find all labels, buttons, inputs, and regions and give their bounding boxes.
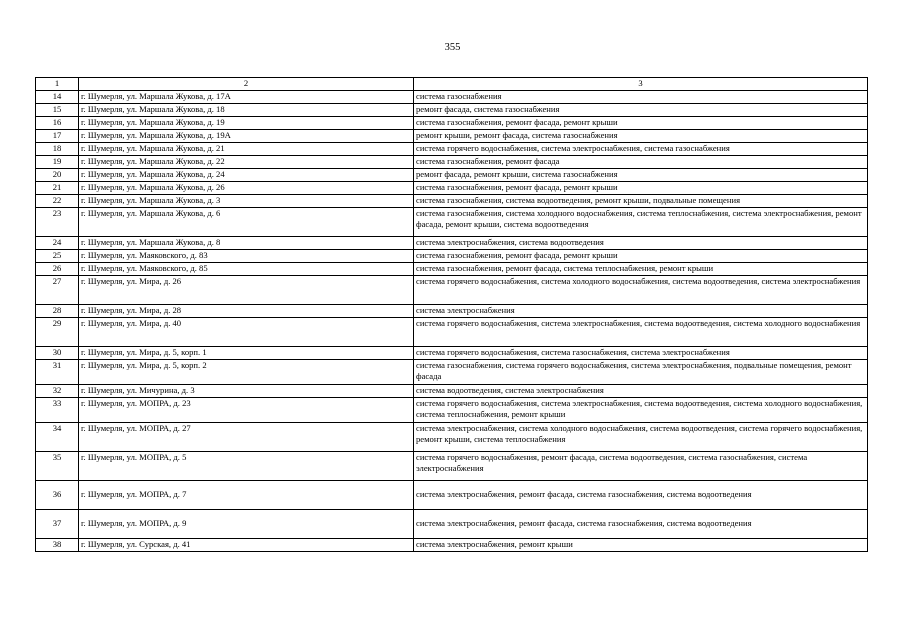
row-address: г. Шумерля, ул. МОПРА, д. 7 bbox=[79, 481, 414, 510]
row-works: система горячего водоснабжения, система электроснабжения, система газоснабжения bbox=[414, 143, 868, 156]
row-works: система газоснабжения, ремонт фасада bbox=[414, 156, 868, 169]
row-works: система горячего водоснабжения, система электроснабжения, система водоотведения, система холодного водоснабжения bbox=[414, 318, 868, 347]
table-row bbox=[36, 276, 868, 305]
row-number: 31 bbox=[36, 360, 79, 385]
row-works: система электроснабжения, ремонт фасада, система газоснабжения, система водоотведения bbox=[414, 481, 868, 510]
row-works: система газоснабжения, ремонт фасада, ремонт крыши bbox=[414, 117, 868, 130]
row-number: 21 bbox=[36, 182, 79, 195]
row-address: г. Шумерля, ул. Маршала Жукова, д. 3 bbox=[79, 195, 414, 208]
row-number: 30 bbox=[36, 347, 79, 360]
row-works: система электроснабжения bbox=[414, 305, 868, 318]
row-address: г. Шумерля, ул. Мира, д. 5, корп. 1 bbox=[79, 347, 414, 360]
row-number: 19 bbox=[36, 156, 79, 169]
row-address: г. Шумерля, ул. МОПРА, д. 23 bbox=[79, 398, 414, 423]
table-row bbox=[36, 237, 868, 250]
table-row bbox=[36, 182, 868, 195]
row-number: 29 bbox=[36, 318, 79, 347]
row-address: г. Шумерля, ул. Маршала Жукова, д. 24 bbox=[79, 169, 414, 182]
row-address: г. Шумерля, ул. Мира, д. 26 bbox=[79, 276, 414, 305]
row-address: г. Шумерля, ул. МОПРА, д. 5 bbox=[79, 452, 414, 481]
table-row bbox=[36, 195, 868, 208]
row-works: система электроснабжения, система водоотведения bbox=[414, 237, 868, 250]
row-works: система газоснабжения, ремонт фасада, ремонт крыши bbox=[414, 250, 868, 263]
row-works: ремонт крыши, ремонт фасада, система газоснабжения bbox=[414, 130, 868, 143]
row-address: г. Шумерля, ул. Маршала Жукова, д. 21 bbox=[79, 143, 414, 156]
row-address: г. Шумерля, ул. Сурская, д. 41 bbox=[79, 539, 414, 552]
row-number: 26 bbox=[36, 263, 79, 276]
table-row bbox=[36, 398, 868, 423]
row-address: г. Шумерля, ул. МОПРА, д. 27 bbox=[79, 423, 414, 452]
row-number: 15 bbox=[36, 104, 79, 117]
row-number: 32 bbox=[36, 385, 79, 398]
row-number: 37 bbox=[36, 510, 79, 539]
row-works: система газоснабжения, ремонт фасада, ремонт крыши bbox=[414, 182, 868, 195]
header-col-1: 1 bbox=[36, 78, 79, 91]
table-row bbox=[36, 263, 868, 276]
header-col-2: 2 bbox=[79, 78, 414, 91]
row-works: система электроснабжения, система холодного водоснабжения, система водоотведения, система горячего водоснабжения, ремонт крыши, система теплоснабжения bbox=[414, 423, 868, 452]
row-works: система горячего водоснабжения, система электроснабжения, система водоотведения, система холодного водоснабжения, система теплоснабжения, ремонт крыши bbox=[414, 398, 868, 423]
row-address: г. Шумерля, ул. Маршала Жукова, д. 26 bbox=[79, 182, 414, 195]
row-works: система горячего водоснабжения, система газоснабжения, система электроснабжения bbox=[414, 347, 868, 360]
row-works: система водоотведения, система электроснабжения bbox=[414, 385, 868, 398]
row-works: система электроснабжения, ремонт фасада, система газоснабжения, система водоотведения bbox=[414, 510, 868, 539]
row-works: система газоснабжения, система водоотведения, ремонт крыши, подвальные помещения bbox=[414, 195, 868, 208]
table-row bbox=[36, 169, 868, 182]
row-address: г. Шумерля, ул. Маршала Жукова, д. 17А bbox=[79, 91, 414, 104]
row-address: г. Шумерля, ул. Мира, д. 28 bbox=[79, 305, 414, 318]
row-address: г. Шумерля, ул. Мичурина, д. 3 bbox=[79, 385, 414, 398]
row-works: ремонт фасада, ремонт крыши, система газоснабжения bbox=[414, 169, 868, 182]
table-row bbox=[36, 104, 868, 117]
row-number: 35 bbox=[36, 452, 79, 481]
row-number: 38 bbox=[36, 539, 79, 552]
table-row bbox=[36, 91, 868, 104]
row-works: система электроснабжения, ремонт крыши bbox=[414, 539, 868, 552]
row-works: система горячего водоснабжения, ремонт фасада, система водоотведения, система газоснабжения, система электроснабжения bbox=[414, 452, 868, 481]
table-row bbox=[36, 539, 868, 552]
row-number: 18 bbox=[36, 143, 79, 156]
row-address: г. Шумерля, ул. МОПРА, д. 9 bbox=[79, 510, 414, 539]
table-row bbox=[36, 347, 868, 360]
table-row bbox=[36, 117, 868, 130]
table-row bbox=[36, 423, 868, 452]
table-row bbox=[36, 452, 868, 481]
row-number: 16 bbox=[36, 117, 79, 130]
row-address: г. Шумерля, ул. Маршала Жукова, д. 18 bbox=[79, 104, 414, 117]
row-address: г. Шумерля, ул. Маршала Жукова, д. 19 bbox=[79, 117, 414, 130]
row-address: г. Шумерля, ул. Маяковского, д. 83 bbox=[79, 250, 414, 263]
row-number: 28 bbox=[36, 305, 79, 318]
row-number: 36 bbox=[36, 481, 79, 510]
row-address: г. Шумерля, ул. Маршала Жукова, д. 19А bbox=[79, 130, 414, 143]
table-row bbox=[36, 130, 868, 143]
row-works: система газоснабжения bbox=[414, 91, 868, 104]
table-row bbox=[36, 318, 868, 347]
row-address: г. Шумерля, ул. Маяковского, д. 85 bbox=[79, 263, 414, 276]
row-number: 25 bbox=[36, 250, 79, 263]
page-number: 355 bbox=[444, 42, 461, 53]
row-works: система газоснабжения, ремонт фасада, система теплоснабжения, ремонт крыши bbox=[414, 263, 868, 276]
table-row bbox=[36, 360, 868, 385]
row-works: система горячего водоснабжения, система холодного водоснабжения, система водоотведения, система электроснабжения bbox=[414, 276, 868, 305]
table-row bbox=[36, 305, 868, 318]
registry-table bbox=[35, 77, 868, 552]
row-number: 14 bbox=[36, 91, 79, 104]
row-address: г. Шумерля, ул. Маршала Жукова, д. 22 bbox=[79, 156, 414, 169]
row-number: 22 bbox=[36, 195, 79, 208]
table-row bbox=[36, 385, 868, 398]
row-number: 20 bbox=[36, 169, 79, 182]
table-row bbox=[36, 250, 868, 263]
table-row bbox=[36, 481, 868, 510]
row-number: 34 bbox=[36, 423, 79, 452]
row-works: ремонт фасада, система газоснабжения bbox=[414, 104, 868, 117]
table-row bbox=[36, 143, 868, 156]
table-header-row bbox=[36, 78, 868, 91]
row-address: г. Шумерля, ул. Маршала Жукова, д. 8 bbox=[79, 237, 414, 250]
row-works: система газоснабжения, система холодного водоснабжения, система теплоснабжения, система электроснабжения, ремонт фасада, ремонт крыши, система водоотведения bbox=[414, 208, 868, 237]
row-number: 33 bbox=[36, 398, 79, 423]
row-works: система газоснабжения, система горячего водоснабжения, система электроснабжения, подвальные помещения, ремонт фасада bbox=[414, 360, 868, 385]
row-number: 24 bbox=[36, 237, 79, 250]
row-address: г. Шумерля, ул. Маршала Жукова, д. 6 bbox=[79, 208, 414, 237]
row-address: г. Шумерля, ул. Мира, д. 5, корп. 2 bbox=[79, 360, 414, 385]
row-number: 23 bbox=[36, 208, 79, 237]
table-row bbox=[36, 510, 868, 539]
row-address: г. Шумерля, ул. Мира, д. 40 bbox=[79, 318, 414, 347]
header-col-3: 3 bbox=[414, 78, 868, 91]
row-number: 17 bbox=[36, 130, 79, 143]
row-number: 27 bbox=[36, 276, 79, 305]
table-row bbox=[36, 208, 868, 237]
table-row bbox=[36, 156, 868, 169]
